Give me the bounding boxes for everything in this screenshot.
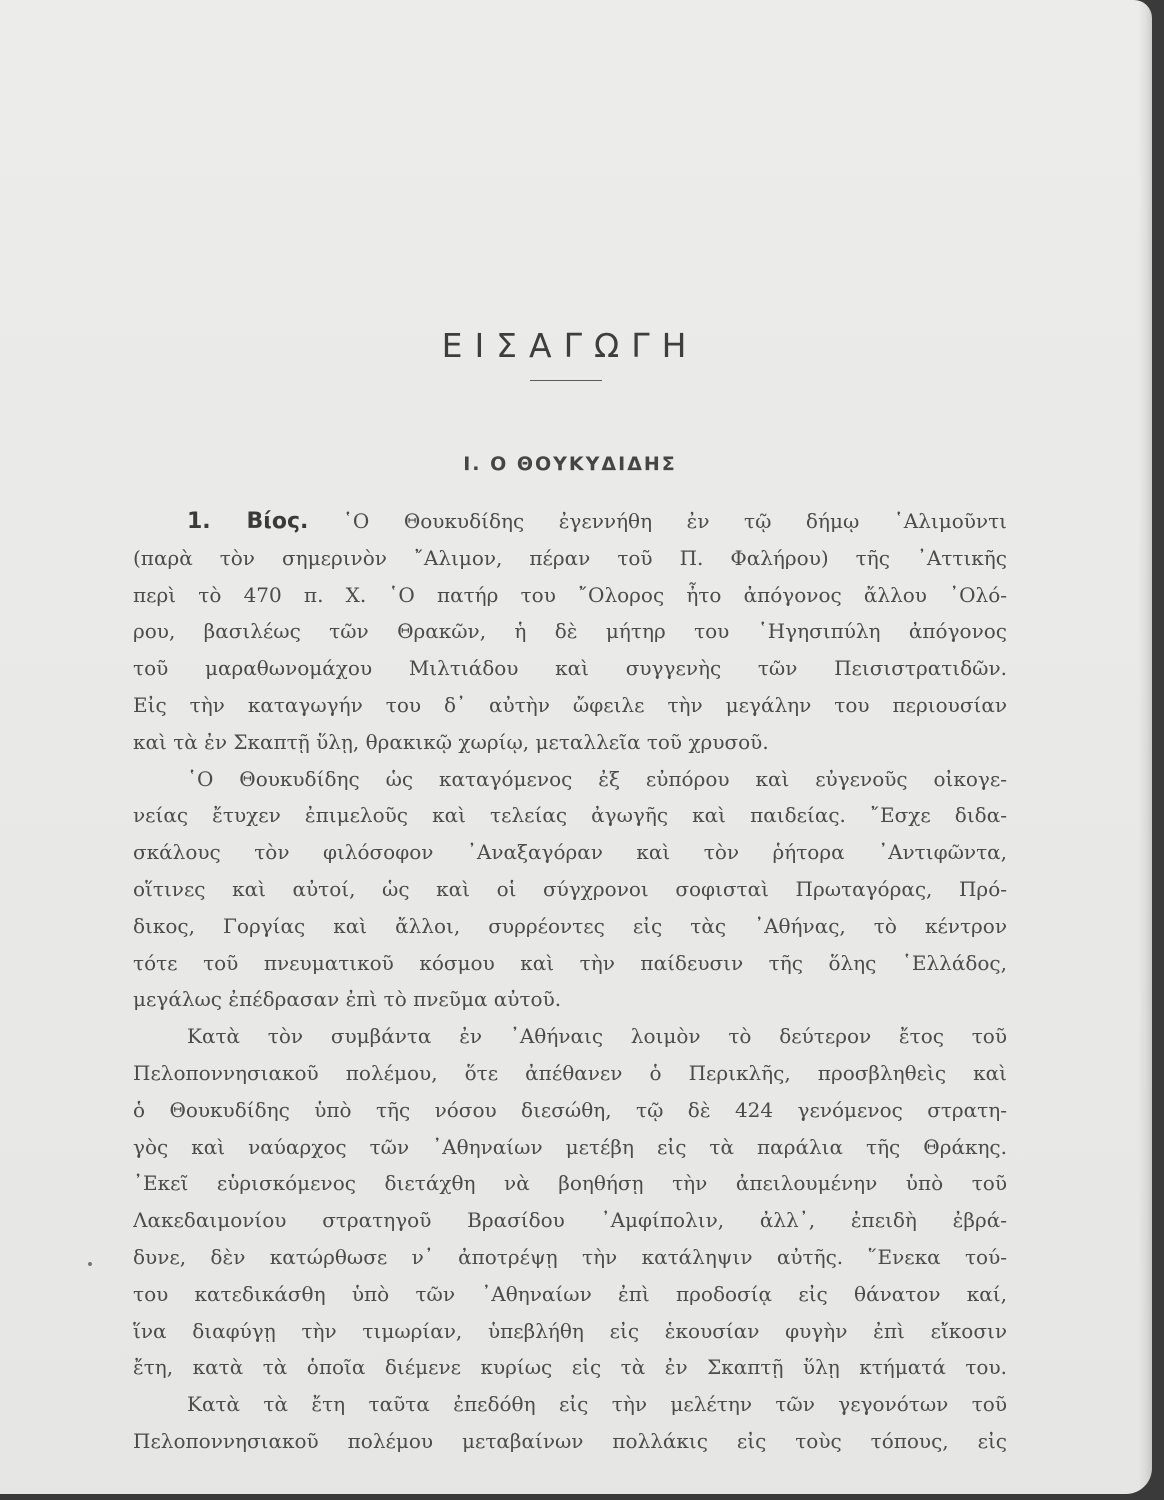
text-line: μεγάλως ἐπέδρασαν ἐπὶ τὸ πνεῦμα αὐτοῦ. (133, 987, 562, 1012)
text-line: Κατὰ τὸν συμβάντα ἐν ᾿Αθήναις λοιμὸν τὸ δεύτερον ἔτος τοῦ (187, 1024, 1007, 1049)
text-line-content: ῾Ο Θουκυδίδης ἐγεννήθη ἐν τῷ δήμῳ ῾Αλιμοῦντι (342, 509, 1007, 533)
text-line: (παρὰ τὸν σημερινὸν ῎Αλιμον, πέραν τοῦ Π. Φαλήρου) τῆς ᾿Αττικῆς (133, 545, 1007, 570)
text-line: οἵτινες καὶ αὐτοί, ὡς καὶ οἱ σύγχρονοι σοφισταὶ Πρωταγόρας, Πρό- (133, 876, 1007, 901)
body-text (133, 503, 1007, 1460)
paragraph-lead: 1. Βίος. (187, 509, 309, 534)
text-line (133, 503, 1007, 540)
text-line: Πελοποννησιακοῦ πολέμου, ὅτε ἀπέθανεν ὁ Περικλῆς, προσβληθεὶς καὶ (133, 1060, 1007, 1085)
text-line: ὁ Θουκυδίδης ὑπὸ τῆς νόσου διεσώθη, τῷ δὲ 424 γενόμενος στρατη- (133, 1097, 1007, 1122)
text-line: σκάλους τὸν φιλόσοφον ᾿Αναξαγόραν καὶ τὸν ῥήτορα ᾿Αντιφῶντα, (133, 840, 1007, 865)
text-line: Εἰς τὴν καταγωγήν του δ᾿ αὐτὴν ὤφειλε τὴν μεγάλην του περιουσίαν (133, 692, 1007, 717)
text-line: δυνε, δὲν κατώρθωσε ν᾿ ἀποτρέψῃ τὴν κατάληψιν αὐτῆς. ῞Ενεκα τού- (133, 1244, 1007, 1269)
text-line: Πελοποννησιακοῦ πολέμου μεταβαίνων πολλάκις εἰς τοὺς τόπους, εἰς (133, 1428, 1007, 1453)
text-line: γὸς καὶ ναύαρχος τῶν ᾿Αθηναίων μετέβη εἰς τὰ παράλια τῆς Θράκης. (133, 1134, 1007, 1159)
text-line: Κατὰ τὰ ἔτη ταῦτα ἐπεδόθη εἰς τὴν μελέτην τῶν γεγονότων τοῦ (187, 1392, 1007, 1417)
text-line: καὶ τὰ ἐν Σκαπτῇ ὕλῃ, θρακικῷ χωρίῳ, μεταλλεῖα τοῦ χρυσοῦ. (133, 729, 769, 754)
text-line: τοῦ μαραθωνομάχου Μιλτιάδου καὶ συγγενὴς τῶν Πεισιστρατιδῶν. (133, 656, 1007, 681)
text-line: δικος, Γοργίας καὶ ἄλλοι, συρρέοντες εἰς τὰς ᾿Αθήνας, τὸ κέντρον (133, 913, 1007, 938)
ink-speck (88, 1262, 92, 1266)
text-line: τότε τοῦ πνευματικοῦ κόσμου καὶ τὴν παίδευσιν τῆς ὅλης ῾Ελλάδος, (133, 950, 1007, 975)
text-line: ᾿Εκεῖ εὑρισκόμενος διετάχθη νὰ βοηθήσῃ τὴν ἀπειλουμένην ὑπὸ τοῦ (133, 1171, 1007, 1196)
text-line: ῾Ο Θουκυδίδης ὡς καταγόμενος ἐξ εὐπόρου καὶ εὐγενοῦς οἰκογε- (187, 766, 1007, 791)
chapter-title: ΕΙΣΑΓΩΓΗ (441, 326, 699, 365)
text-line: ρου, βασιλέως τῶν Θρακῶν, ἡ δὲ μήτηρ του ῾Ηγησιπύλη ἀπόγονος (133, 619, 1007, 644)
text-line: του κατεδικάσθη ὑπὸ τῶν ᾿Αθηναίων ἐπὶ προδοσίᾳ εἰς θάνατον καί, (133, 1281, 1007, 1306)
text-line: Λακεδαιμονίου στρατηγοῦ Βρασίδου ᾿Αμφίπολιν, ἀλλ᾿, ἐπειδὴ ἐβρά- (133, 1208, 1007, 1233)
text-line: ἔτη, κατὰ τὰ ὁποῖα διέμενε κυρίως εἰς τὰ ἐν Σκαπτῇ ὕλῃ κτήματά του. (133, 1355, 1007, 1380)
page-edge-shadow (1138, 0, 1152, 1494)
text-line: νείας ἔτυχεν ἐπιμελοῦς καὶ τελείας ἀγωγῆς καὶ παιδείας. ῎Εσχε διδα- (133, 803, 1007, 828)
title-rule (530, 380, 602, 381)
text-line: ἵνα διαφύγῃ τὴν τιμωρίαν, ὑπεβλήθη εἰς ἑκουσίαν φυγὴν ἐπὶ εἴκοσιν (133, 1318, 1007, 1343)
section-heading: Ι. Ο ΘΟΥΚΥΔΙΔΗΣ (463, 453, 677, 475)
text-line: περὶ τὸ 470 π. Χ. ῾Ο πατήρ του ῎Ολορος ἦτο ἀπόγονος ἄλλου ᾿Ολό- (133, 582, 1007, 607)
